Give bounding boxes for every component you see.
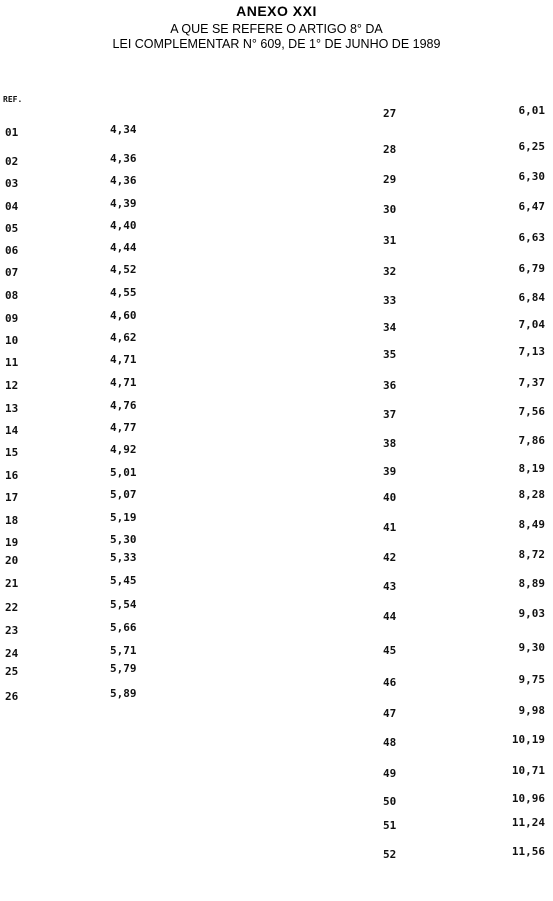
- ref-value: 6,47: [518, 200, 545, 213]
- ref-value: 5,71: [110, 644, 137, 657]
- ref-number: 27: [383, 107, 397, 120]
- ref-number: 11: [5, 356, 19, 369]
- annex-title: ANEXO XXI: [236, 3, 317, 19]
- ref-value: 10,96: [511, 792, 545, 805]
- ref-value: 4,92: [110, 443, 137, 456]
- ref-number: 28: [383, 143, 397, 156]
- ref-number: 52: [383, 848, 397, 861]
- ref-number: 22: [5, 601, 19, 614]
- ref-number: 05: [5, 222, 19, 235]
- ref-value: 9,30: [518, 641, 545, 654]
- ref-number: 32: [383, 265, 397, 278]
- ref-number: 47: [383, 707, 397, 720]
- ref-value: 4,44: [110, 241, 137, 254]
- ref-number: 07: [5, 266, 19, 279]
- ref-number: 48: [383, 736, 397, 749]
- ref-number: 45: [383, 644, 397, 657]
- ref-number: 19: [5, 536, 19, 549]
- ref-number: 09: [5, 312, 19, 325]
- ref-value: 7,04: [518, 318, 545, 331]
- ref-value: 5,89: [110, 687, 137, 700]
- ref-number: 02: [5, 155, 19, 168]
- ref-number: 20: [5, 554, 19, 567]
- ref-value: 8,28: [518, 488, 545, 501]
- ref-value: 10,19: [511, 733, 545, 746]
- ref-value: 4,52: [110, 263, 137, 276]
- ref-value: 4,76: [110, 399, 137, 412]
- ref-number: 51: [383, 819, 397, 832]
- ref-value: 6,79: [518, 262, 545, 275]
- ref-number: 39: [383, 465, 397, 478]
- ref-number: 13: [5, 402, 19, 415]
- ref-value: 5,45: [110, 574, 137, 587]
- ref-value: 8,89: [518, 577, 545, 590]
- ref-value: 4,71: [110, 376, 137, 389]
- ref-value: 5,66: [110, 621, 137, 634]
- ref-value: 8,49: [518, 518, 545, 531]
- ref-number: 29: [383, 173, 397, 186]
- ref-number: 31: [383, 234, 397, 247]
- ref-number: 17: [5, 491, 19, 504]
- ref-number: 30: [383, 203, 397, 216]
- ref-number: 08: [5, 289, 19, 302]
- ref-number: 21: [5, 577, 19, 590]
- ref-number: 12: [5, 379, 19, 392]
- ref-value: 4,36: [110, 152, 137, 165]
- ref-value: 11,24: [511, 816, 545, 829]
- ref-number: 16: [5, 469, 19, 482]
- ref-value: 9,98: [518, 704, 545, 717]
- ref-value: 4,71: [110, 353, 137, 366]
- ref-value: 4,60: [110, 309, 137, 322]
- ref-number: 50: [383, 795, 397, 808]
- ref-value: 4,40: [110, 219, 137, 232]
- ref-number: 49: [383, 767, 397, 780]
- ref-number: 41: [383, 521, 397, 534]
- annex-subtitle-line2: LEI COMPLEMENTAR N° 609, DE 1° DE JUNHO DE 1989: [112, 37, 441, 51]
- ref-value: 4,36: [110, 174, 137, 187]
- ref-number: 24: [5, 647, 19, 660]
- ref-number: 15: [5, 446, 19, 459]
- ref-value: 6,30: [518, 170, 545, 183]
- ref-number: 42: [383, 551, 397, 564]
- ref-value: 7,56: [518, 405, 545, 418]
- ref-number: 06: [5, 244, 19, 257]
- ref-column-header: REF.: [3, 95, 23, 104]
- ref-value: 4,62: [110, 331, 137, 344]
- ref-value: 6,25: [518, 140, 545, 153]
- ref-value: 5,33: [110, 551, 137, 564]
- ref-number: 25: [5, 665, 19, 678]
- ref-number: 43: [383, 580, 397, 593]
- ref-number: 10: [5, 334, 19, 347]
- ref-value: 4,77: [110, 421, 137, 434]
- ref-value: 5,54: [110, 598, 137, 611]
- ref-value: 5,30: [110, 533, 137, 546]
- ref-value: 6,01: [518, 104, 545, 117]
- ref-value: 7,86: [518, 434, 545, 447]
- ref-value: 9,75: [518, 673, 545, 686]
- ref-number: 14: [5, 424, 19, 437]
- ref-value: 8,19: [518, 462, 545, 475]
- ref-number: 38: [383, 437, 397, 450]
- ref-number: 34: [383, 321, 397, 334]
- ref-value: 5,19: [110, 511, 137, 524]
- ref-value: 11,56: [511, 845, 545, 858]
- ref-value: 10,71: [511, 764, 545, 777]
- ref-number: 26: [5, 690, 19, 703]
- annex-subtitle-line1: A QUE SE REFERE O ARTIGO 8° DA: [170, 22, 383, 36]
- ref-value: 8,72: [518, 548, 545, 561]
- ref-number: 37: [383, 408, 397, 421]
- ref-number: 36: [383, 379, 397, 392]
- ref-number: 18: [5, 514, 19, 527]
- ref-value: 9,03: [518, 607, 545, 620]
- ref-value: 7,37: [518, 376, 545, 389]
- ref-number: 35: [383, 348, 397, 361]
- ref-value: 5,79: [110, 662, 137, 675]
- ref-number: 01: [5, 126, 19, 139]
- ref-number: 44: [383, 610, 397, 623]
- ref-number: 33: [383, 294, 397, 307]
- ref-number: 46: [383, 676, 397, 689]
- ref-value: 4,39: [110, 197, 137, 210]
- ref-value: 7,13: [518, 345, 545, 358]
- ref-number: 03: [5, 177, 19, 190]
- ref-value: 6,84: [518, 291, 545, 304]
- ref-value: 5,01: [110, 466, 137, 479]
- ref-number: 04: [5, 200, 19, 213]
- ref-number: 23: [5, 624, 19, 637]
- ref-value: 4,34: [110, 123, 137, 136]
- ref-value: 4,55: [110, 286, 137, 299]
- ref-value: 6,63: [518, 231, 545, 244]
- ref-value: 5,07: [110, 488, 137, 501]
- ref-number: 40: [383, 491, 397, 504]
